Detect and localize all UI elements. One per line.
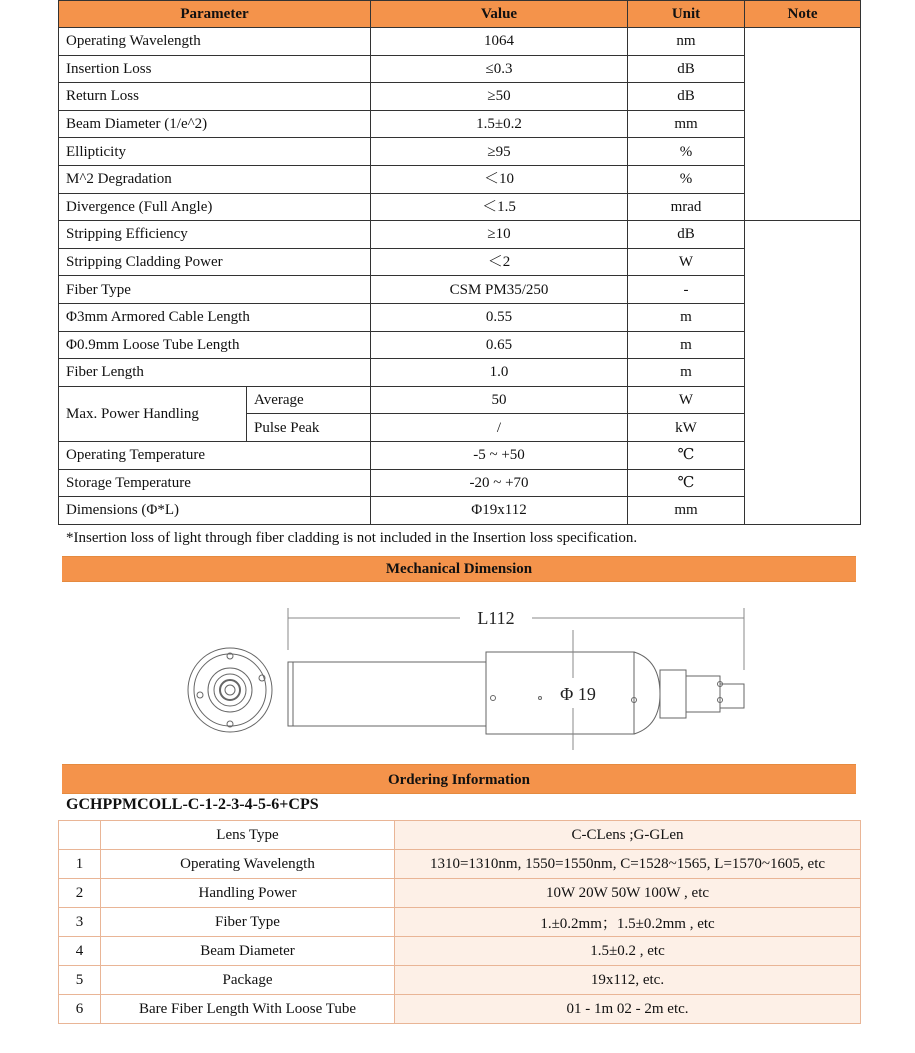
spec-value: ＜10 (371, 165, 628, 193)
spec-unit: kW (628, 414, 745, 442)
end-view (188, 648, 272, 732)
ordering-row (59, 995, 861, 1024)
ordering-row (59, 821, 861, 850)
header-value: Value (371, 1, 628, 28)
ordering-table (58, 820, 861, 1024)
spec-table (58, 0, 861, 525)
header-note: Note (745, 1, 861, 28)
ordering-row (59, 879, 861, 908)
ordering-value: 19x112, etc. (395, 966, 861, 995)
spec-note (745, 221, 861, 525)
spec-unit: m (628, 331, 745, 359)
diameter-dimension-label: Φ 19 (560, 684, 596, 704)
spec-value: 0.55 (371, 303, 628, 331)
ordering-num: 5 (59, 966, 101, 995)
power-peak-label: Pulse Peak (247, 414, 371, 442)
spec-row (59, 303, 861, 331)
spec-unit: dB (628, 83, 745, 111)
ordering-num: 4 (59, 937, 101, 966)
spec-unit: W (628, 248, 745, 276)
ordering-value: C-CLens ;G-GLen (395, 821, 861, 850)
mechanical-dimension-title: Mechanical Dimension (62, 556, 856, 582)
spec-unit: mrad (628, 193, 745, 221)
spec-value: ≥95 (371, 138, 628, 166)
spec-value: CSM PM35/250 (371, 276, 628, 304)
spec-unit: mm (628, 497, 745, 525)
spec-param: Divergence (Full Angle) (59, 193, 371, 221)
spec-row (59, 221, 861, 249)
spec-row (59, 28, 861, 56)
spec-value: 1064 (371, 28, 628, 56)
spec-unit: % (628, 165, 745, 193)
ordering-name: Fiber Type (101, 908, 395, 937)
spec-param: Fiber Length (59, 359, 371, 387)
spec-param: Operating Wavelength (59, 28, 371, 56)
spec-note (745, 28, 861, 221)
ordering-name: Beam Diameter (101, 937, 395, 966)
spec-param: Fiber Type (59, 276, 371, 304)
spec-row (59, 138, 861, 166)
ordering-value: 1.5±0.2 , etc (395, 937, 861, 966)
length-dimension-label: L112 (477, 608, 515, 628)
header-parameter: Parameter (59, 1, 371, 28)
spec-value: ＜2 (371, 248, 628, 276)
spec-value: ≥10 (371, 221, 628, 249)
spec-value: 1.5±0.2 (371, 110, 628, 138)
spec-value: 50 (371, 386, 628, 414)
spec-unit: dB (628, 55, 745, 83)
spec-unit: m (628, 359, 745, 387)
ordering-num: 6 (59, 995, 101, 1024)
ordering-value: 01 - 1m 02 - 2m etc. (395, 995, 861, 1024)
spec-unit: nm (628, 28, 745, 56)
spec-unit: - (628, 276, 745, 304)
header-unit: Unit (628, 1, 745, 28)
spec-value: Φ19x112 (371, 497, 628, 525)
ordering-num: 3 (59, 908, 101, 937)
spec-param: Ellipticity (59, 138, 371, 166)
spec-param: Stripping Cladding Power (59, 248, 371, 276)
spec-row (59, 331, 861, 359)
spec-unit: m (628, 303, 745, 331)
spec-unit: % (628, 138, 745, 166)
power-average-label: Average (247, 386, 371, 414)
spec-unit: ℃ (628, 469, 745, 497)
ordering-value: 1310=1310nm, 1550=1550nm, C=1528~1565, L=1570~1605, etc (395, 850, 861, 879)
spec-row-power-average (59, 386, 861, 414)
spec-param: Φ0.9mm Loose Tube Length (59, 331, 371, 359)
spec-value: ＜1.5 (371, 193, 628, 221)
spec-value: -5 ~ +50 (371, 441, 628, 469)
ordering-row (59, 937, 861, 966)
side-view (288, 652, 744, 734)
spec-header-row (59, 1, 861, 28)
spec-param: Dimensions (Φ*L) (59, 497, 371, 525)
spec-row (59, 248, 861, 276)
ordering-row (59, 908, 861, 937)
spec-unit: ℃ (628, 441, 745, 469)
spec-row (59, 55, 861, 83)
spec-value: -20 ~ +70 (371, 469, 628, 497)
ordering-name: Lens Type (101, 821, 395, 850)
spec-value: 0.65 (371, 331, 628, 359)
ordering-name: Bare Fiber Length With Loose Tube (101, 995, 395, 1024)
spec-param: Return Loss (59, 83, 371, 111)
spec-param: Beam Diameter (1/e^2) (59, 110, 371, 138)
spec-param: Storage Temperature (59, 469, 371, 497)
ordering-row (59, 966, 861, 995)
spec-unit: mm (628, 110, 745, 138)
ordering-row (59, 850, 861, 879)
ordering-information-title: Ordering Information (62, 764, 856, 794)
ordering-num: 2 (59, 879, 101, 908)
mechanical-drawing (0, 590, 915, 760)
spec-param: Φ3mm Armored Cable Length (59, 303, 371, 331)
ordering-name: Handling Power (101, 879, 395, 908)
spec-param: Stripping Efficiency (59, 221, 371, 249)
spec-row (59, 497, 861, 525)
dimension-lines (288, 608, 744, 750)
spec-value: ≤0.3 (371, 55, 628, 83)
spec-row (59, 359, 861, 387)
ordering-value: 1.±0.2mm；1.5±0.2mm , etc (395, 908, 861, 937)
spec-row (59, 469, 861, 497)
spec-value: / (371, 414, 628, 442)
ordering-num (59, 821, 101, 850)
spec-unit: dB (628, 221, 745, 249)
spec-row (59, 276, 861, 304)
ordering-num: 1 (59, 850, 101, 879)
ordering-code: GCHPPMCOLL-C-1-2-3-4-5-6+CPS (66, 796, 319, 813)
ordering-value: 10W 20W 50W 100W , etc (395, 879, 861, 908)
spec-row (59, 165, 861, 193)
ordering-name: Package (101, 966, 395, 995)
spec-param: Insertion Loss (59, 55, 371, 83)
spec-param: M^2 Degradation (59, 165, 371, 193)
spec-value: ≥50 (371, 83, 628, 111)
spec-param: Operating Temperature (59, 441, 371, 469)
spec-row (59, 83, 861, 111)
spec-param: Max. Power Handling (59, 386, 247, 441)
spec-unit: W (628, 386, 745, 414)
spec-row (59, 441, 861, 469)
footnote: *Insertion loss of light through fiber cladding is not included in the Insertion loss specification. (66, 530, 638, 546)
spec-row (59, 110, 861, 138)
ordering-name: Operating Wavelength (101, 850, 395, 879)
spec-value: 1.0 (371, 359, 628, 387)
spec-row (59, 193, 861, 221)
